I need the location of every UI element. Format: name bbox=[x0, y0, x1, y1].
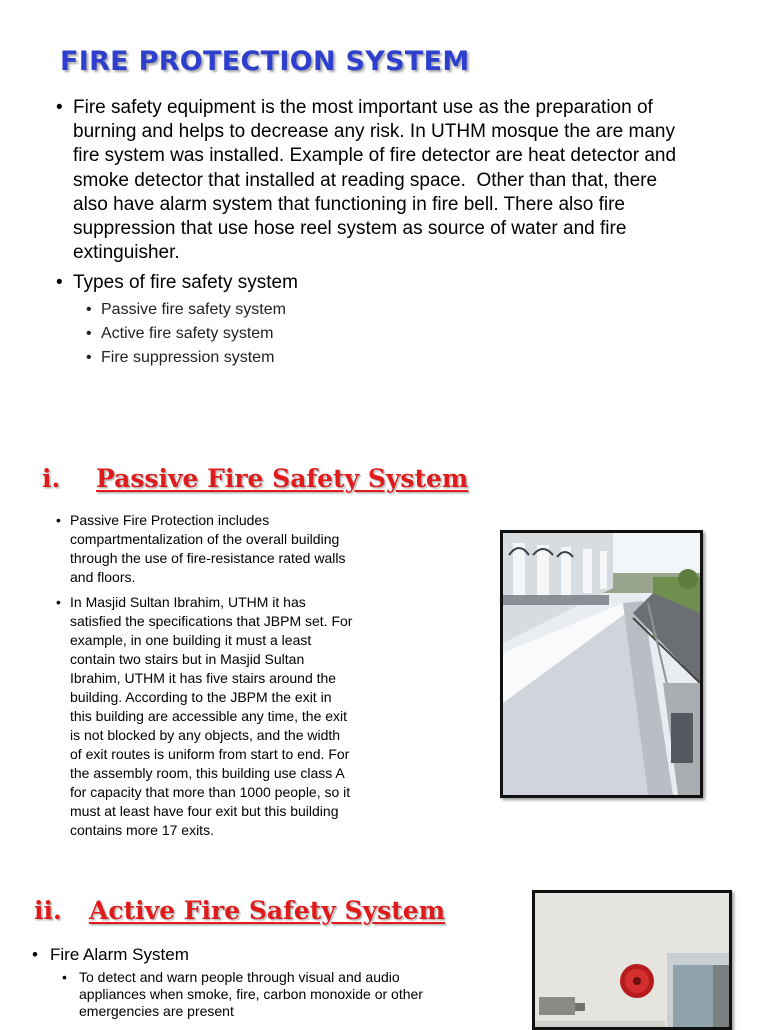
intro-section bbox=[56, 96, 696, 371]
type-item bbox=[86, 322, 696, 346]
bullet-icon: • bbox=[56, 512, 61, 528]
list-item bbox=[56, 511, 406, 587]
text-line: burning and helps to decrease any risk. In UTHM mosque the are many bbox=[73, 121, 675, 143]
intro-paragraph-bullet bbox=[56, 96, 696, 265]
type-item bbox=[86, 298, 696, 322]
text-line: this building are accessible any time, the exit bbox=[70, 708, 348, 724]
list-item bbox=[56, 593, 406, 840]
bullet-icon: • bbox=[56, 97, 63, 118]
bullet-icon: • bbox=[86, 325, 92, 343]
text-line: In Masjid Sultan Ibrahim, UTHM it has bbox=[70, 594, 306, 610]
passive-heading bbox=[42, 464, 468, 493]
text-line: of exit routes is uniform from start to end. For bbox=[70, 746, 350, 762]
text-line: contains more 17 exits. bbox=[70, 822, 214, 838]
bullet-icon: • bbox=[62, 969, 67, 985]
intro-paragraph bbox=[73, 96, 676, 265]
text-line: for capacity that more than 1000 people, so it bbox=[70, 784, 351, 800]
type-item bbox=[86, 346, 696, 370]
list-item bbox=[32, 944, 502, 966]
active-list bbox=[32, 944, 502, 1020]
section-number: ii. bbox=[34, 896, 62, 925]
text-line: must at least have four exit but this building bbox=[70, 803, 339, 819]
text-line: extinguisher. bbox=[73, 242, 180, 264]
text-line: smoke detector that installed at reading space. Other than that, there bbox=[73, 169, 658, 191]
bullet-icon: • bbox=[32, 945, 38, 964]
mosque-corridor-photo bbox=[500, 530, 703, 798]
text-line: appliances when smoke, fire, carbon monoxide or other bbox=[79, 986, 423, 1002]
bullet-icon: • bbox=[56, 594, 61, 610]
list-item-text bbox=[70, 593, 352, 840]
type-label: Fire suppression system bbox=[101, 349, 275, 367]
list-item-text: Fire Alarm System bbox=[50, 945, 189, 964]
types-label: Types of fire safety system bbox=[73, 272, 298, 294]
text-line: is not blocked by any objects, and the width bbox=[70, 727, 341, 743]
text-line: contain two stairs but in Masjid Sultan bbox=[70, 651, 305, 667]
section-title: Passive Fire Safety System bbox=[96, 464, 469, 493]
section-number: i. bbox=[42, 464, 61, 493]
text-line: Passive Fire Protection includes bbox=[70, 512, 270, 528]
fire-bell-illustration bbox=[535, 893, 729, 1027]
text-line: satisfied the specifications that JBPM set. For bbox=[70, 613, 353, 629]
text-line: through the use of fire-resistance rated walls bbox=[70, 550, 346, 566]
text-line: also have alarm system that functioning in fire bell. There also fire bbox=[73, 193, 625, 215]
passive-list bbox=[56, 511, 406, 846]
list-item-text bbox=[70, 511, 345, 587]
bullet-icon: • bbox=[86, 300, 92, 318]
active-heading bbox=[34, 896, 445, 925]
text-line: To detect and warn people through visual and audio bbox=[79, 969, 400, 985]
text-line: suppression that use hose reel system as source of water and fire bbox=[73, 218, 627, 240]
type-label: Active fire safety system bbox=[101, 325, 274, 343]
text-line: building. According to the JBPM the exit in bbox=[70, 689, 332, 705]
section-title: Active Fire Safety System bbox=[89, 896, 446, 925]
fire-bell-photo bbox=[532, 890, 732, 1030]
types-bullet bbox=[56, 271, 696, 295]
list-item-text bbox=[79, 969, 423, 1020]
text-line: Ibrahim, UTHM it has five stairs around the bbox=[70, 670, 337, 686]
text-line: the assembly room, this building use class A bbox=[70, 765, 345, 781]
corridor-illustration bbox=[503, 533, 700, 795]
text-line: emergencies are present bbox=[79, 1003, 234, 1019]
bullet-icon: • bbox=[86, 349, 92, 367]
list-item bbox=[62, 969, 502, 1020]
bullet-icon: • bbox=[56, 272, 63, 294]
text-line: and floors. bbox=[70, 569, 136, 585]
text-line: compartmentalization of the overall building bbox=[70, 531, 340, 547]
text-line: example, in one building it must a least bbox=[70, 632, 312, 648]
type-label: Passive fire safety system bbox=[101, 300, 286, 318]
text-line: fire system was installed. Example of fire detector are heat detector and bbox=[73, 145, 677, 167]
text-line: Fire safety equipment is the most important use as the preparation of bbox=[73, 97, 653, 118]
page-title: FIRE PROTECTION SYSTEM bbox=[60, 46, 470, 77]
